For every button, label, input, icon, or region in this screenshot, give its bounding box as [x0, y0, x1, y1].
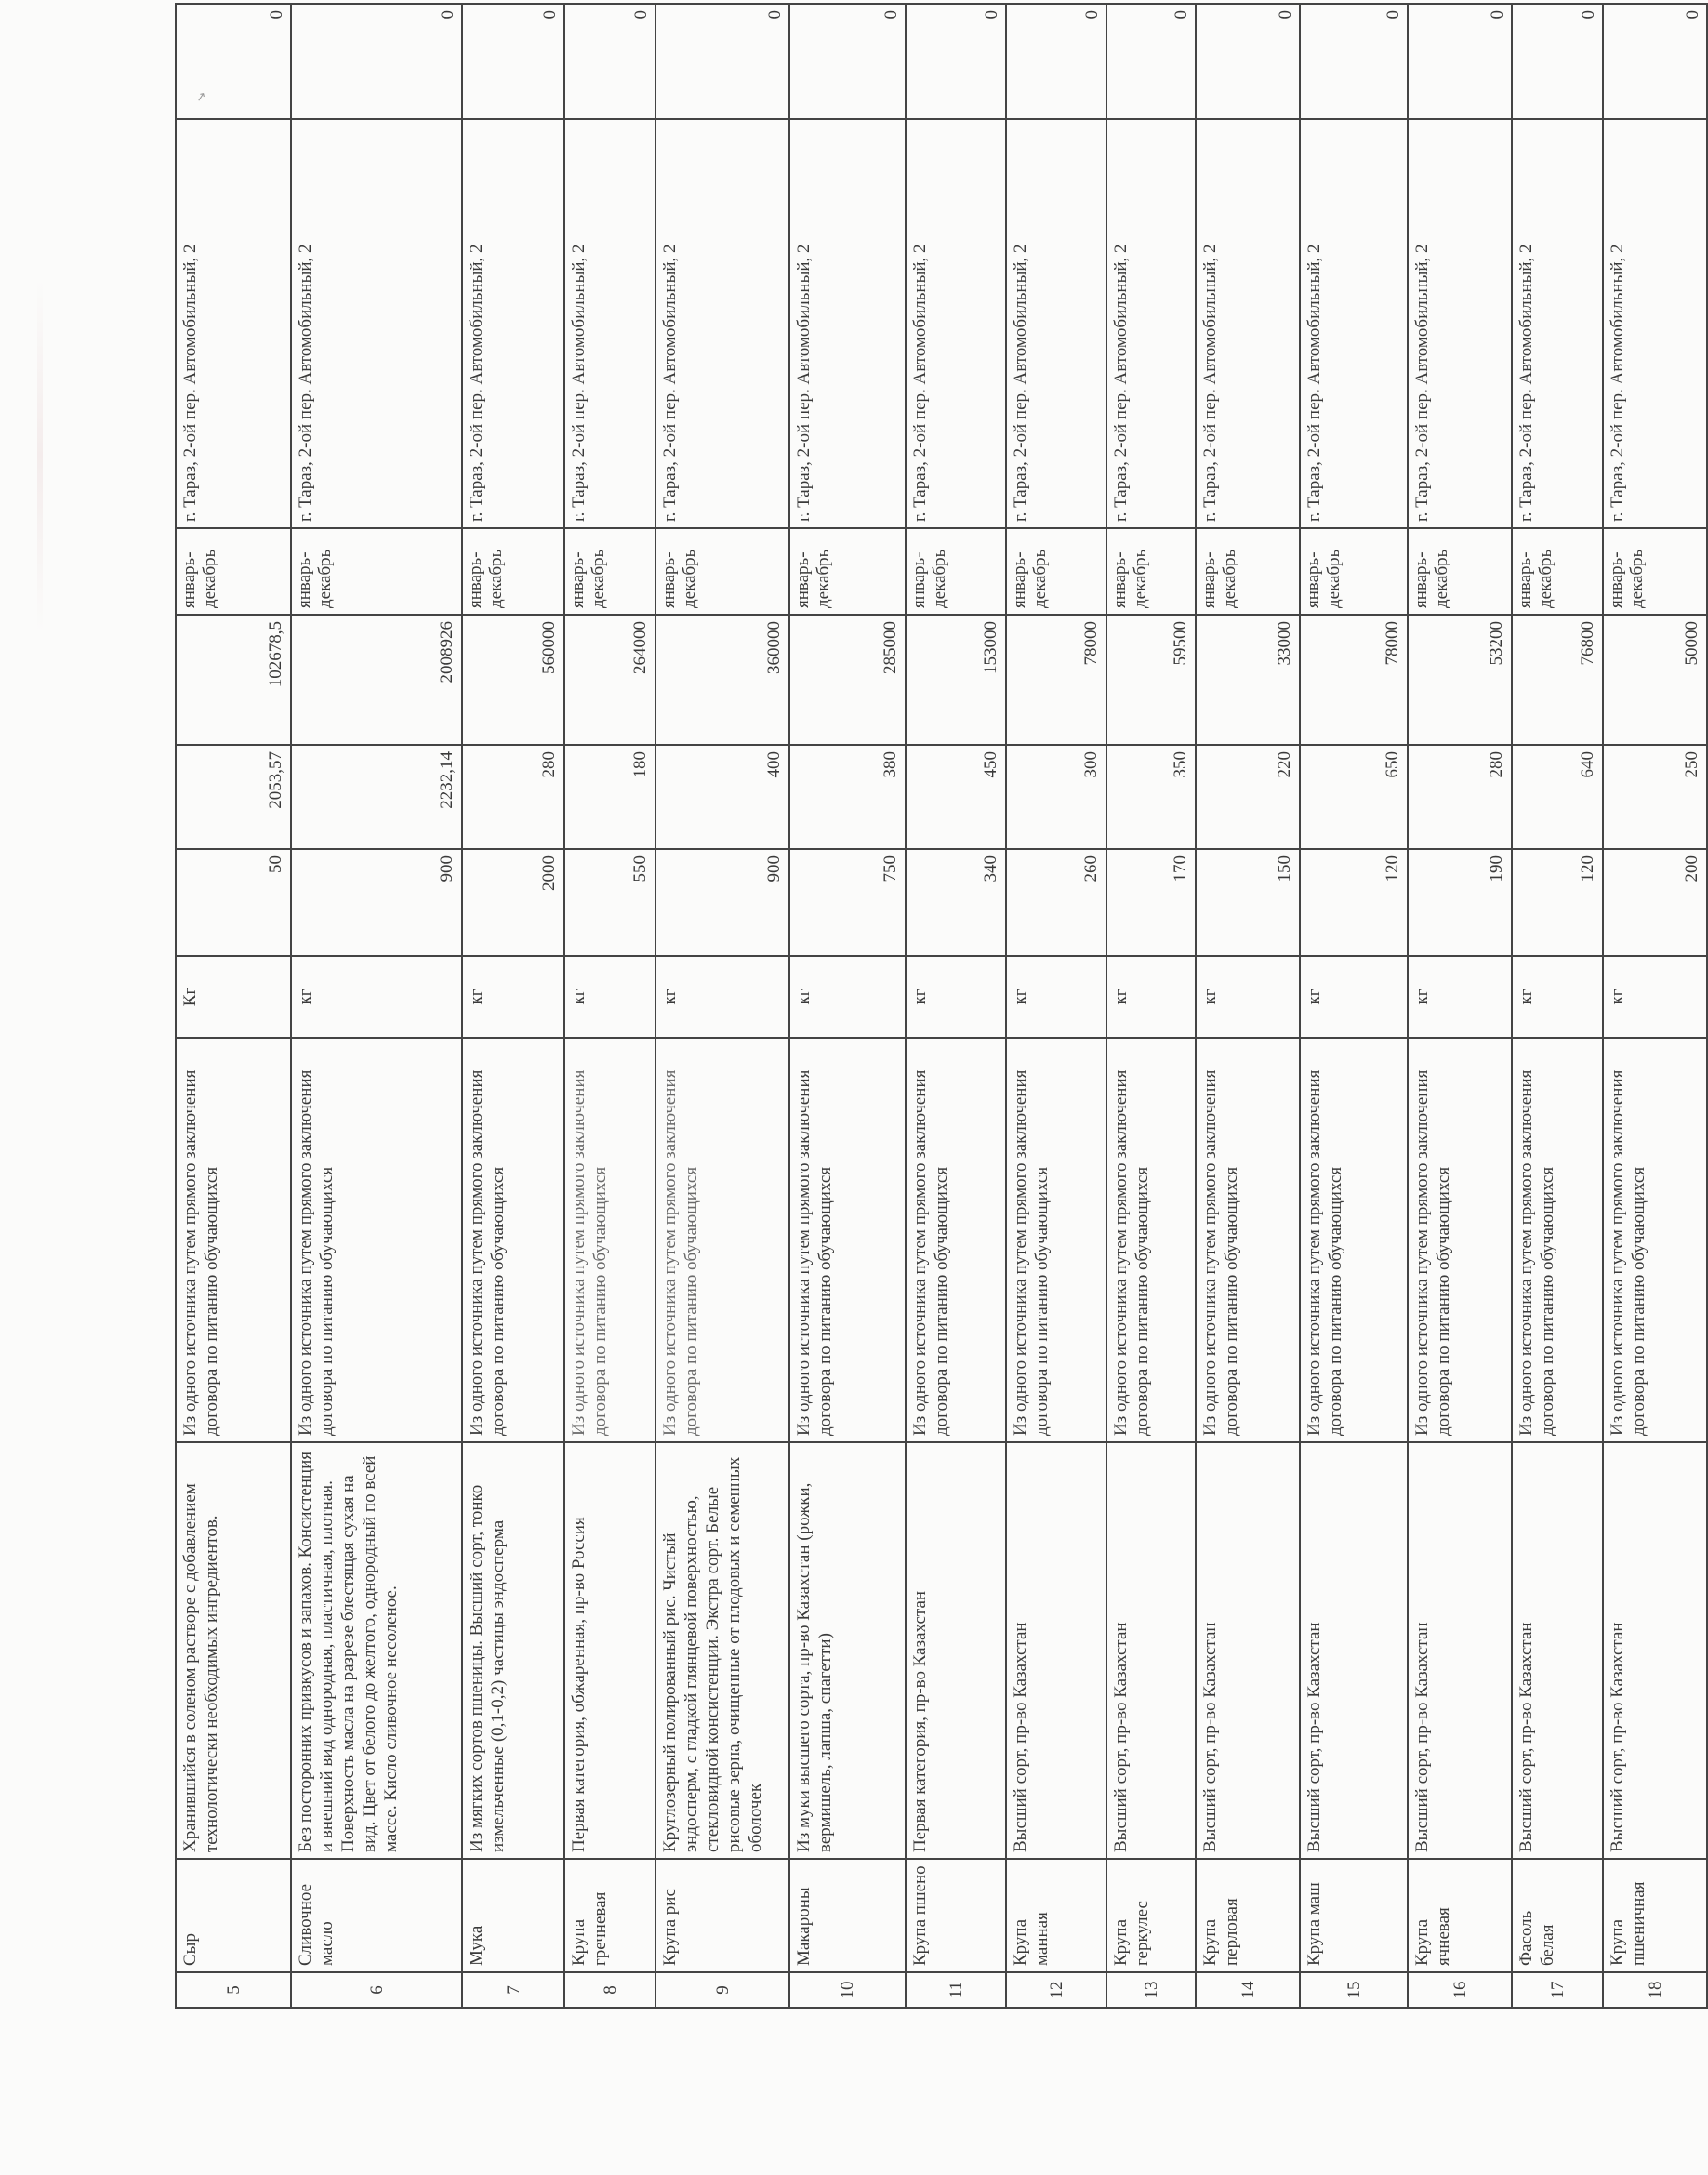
- row-number: 16: [1408, 1972, 1512, 2008]
- unit-price: 2232,14: [291, 745, 462, 849]
- advance-payment: 0: [564, 4, 655, 119]
- unit-of-measure: кг: [906, 956, 1006, 1038]
- delivery-period: январь-декабрь: [789, 528, 906, 615]
- item-name: Макароны: [789, 1859, 906, 1972]
- procurement-method: Из одного источника путем прямого заключения договора по питанию обучающихся: [564, 1038, 655, 1442]
- item-description: Высший сорт, пр-во Казахстан: [1106, 1442, 1196, 1859]
- unit-of-measure: кг: [291, 956, 462, 1038]
- procurement-method: Из одного источника путем прямого заключения договора по питанию обучающихся: [906, 1038, 1006, 1442]
- quantity: 120: [1512, 849, 1603, 956]
- total-amount: 2008926: [291, 615, 462, 745]
- delivery-place: г. Тараз, 2-ой пер. Автомобильный, 2: [176, 119, 291, 528]
- item-description: Высший сорт, пр-во Казахстан: [1512, 1442, 1603, 1859]
- item-description: Хранившийся в соленом растворе с добавлением технологически необходимых ингредиентов.: [176, 1442, 291, 1859]
- item-name: Крупа ячневая: [1408, 1859, 1512, 1972]
- unit-price: 380: [789, 745, 906, 849]
- item-description: Первая категория, пр-во Казахстан: [906, 1442, 1006, 1859]
- item-description: Из муки высшего сорта, пр-во Казахстан (рожки, вермишель, лапша, спагетти): [789, 1442, 906, 1859]
- item-name: Крупа маш: [1300, 1859, 1408, 1972]
- delivery-period: январь-декабрь: [564, 528, 655, 615]
- unit-price: 180: [564, 745, 655, 849]
- quantity: 340: [906, 849, 1006, 956]
- table-row: [789, 4, 906, 2008]
- unit-of-measure: кг: [1408, 956, 1512, 1038]
- delivery-place: г. Тараз, 2-ой пер. Автомобильный, 2: [789, 119, 906, 528]
- total-amount: 285000: [789, 615, 906, 745]
- procurement-method: Из одного источника путем прямого заключения договора по питанию обучающихся: [1006, 1038, 1106, 1442]
- delivery-place: г. Тараз, 2-ой пер. Автомобильный, 2: [1603, 119, 1707, 528]
- unit-price: 280: [1408, 745, 1512, 849]
- delivery-place: г. Тараз, 2-ой пер. Автомобильный, 2: [1106, 119, 1196, 528]
- item-name: Крупа гречневая: [564, 1859, 655, 1972]
- item-name: Крупа манная: [1006, 1859, 1106, 1972]
- table-row: [1300, 4, 1408, 2008]
- total-amount: 53200: [1408, 615, 1512, 745]
- unit-of-measure: кг: [1196, 956, 1300, 1038]
- row-number: 7: [462, 1972, 564, 2008]
- procurement-method: Из одного источника путем прямого заключения договора по питанию обучающихся: [462, 1038, 564, 1442]
- delivery-period: январь-декабрь: [1196, 528, 1300, 615]
- item-name: Сыр: [176, 1859, 291, 1972]
- advance-payment: 0: [655, 4, 789, 119]
- advance-payment: 0: [1006, 4, 1106, 119]
- unit-of-measure: кг: [1603, 956, 1707, 1038]
- unit-price: 300: [1006, 745, 1106, 849]
- advance-payment: 0: [1408, 4, 1512, 119]
- quantity: 2000: [462, 849, 564, 956]
- row-number: 6: [291, 1972, 462, 2008]
- row-number: 13: [1106, 1972, 1196, 2008]
- unit-of-measure: Кг: [176, 956, 291, 1038]
- table-row: [1196, 4, 1300, 2008]
- table-body: [176, 4, 1707, 2008]
- table-row: [655, 4, 789, 2008]
- unit-of-measure: кг: [1006, 956, 1106, 1038]
- quantity: 550: [564, 849, 655, 956]
- advance-payment: 0: [1300, 4, 1408, 119]
- delivery-place: г. Тараз, 2-ой пер. Автомобильный, 2: [462, 119, 564, 528]
- delivery-period: январь-декабрь: [1603, 528, 1707, 615]
- procurement-method: Из одного источника путем прямого заключения договора по питанию обучающихся: [1603, 1038, 1707, 1442]
- delivery-place: г. Тараз, 2-ой пер. Автомобильный, 2: [1300, 119, 1408, 528]
- total-amount: 78000: [1300, 615, 1408, 745]
- procurement-table: [175, 3, 1708, 2009]
- table-row: [291, 4, 462, 2008]
- delivery-place: г. Тараз, 2-ой пер. Автомобильный, 2: [1512, 119, 1603, 528]
- advance-payment: 0: [1603, 4, 1707, 119]
- table-row: [1603, 4, 1707, 2008]
- quantity: 900: [655, 849, 789, 956]
- item-name: Крупа пшено: [906, 1859, 1006, 1972]
- item-description: Высший сорт, пр-во Казахстан: [1196, 1442, 1300, 1859]
- unit-price: 220: [1196, 745, 1300, 849]
- item-description: Без посторонних привкусов и запахов. Консистенция и внешний вид однородная, пластичная, плотная. Поверхность масла на разрезе блестящая сухая на вид. Цвет от белого до желтого, однородный по всей массе. Кисло сливочное несоленое.: [291, 1442, 462, 1859]
- unit-price: 2053,57: [176, 745, 291, 849]
- quantity: 260: [1006, 849, 1106, 956]
- delivery-place: г. Тараз, 2-ой пер. Автомобильный, 2: [1408, 119, 1512, 528]
- delivery-period: январь-декабрь: [1408, 528, 1512, 615]
- item-name: Крупа пшеничная: [1603, 1859, 1707, 1972]
- total-amount: 560000: [462, 615, 564, 745]
- row-number: 15: [1300, 1972, 1408, 2008]
- procurement-method: Из одного источника путем прямого заключения договора по питанию обучающихся: [176, 1038, 291, 1442]
- table-row: [1408, 4, 1512, 2008]
- delivery-place: г. Тараз, 2-ой пер. Автомобильный, 2: [1006, 119, 1106, 528]
- row-number: 17: [1512, 1972, 1603, 2008]
- rotated-procurement-table: [175, 5, 1702, 2009]
- unit-price: 650: [1300, 745, 1408, 849]
- advance-payment: 0: [291, 4, 462, 119]
- unit-price: 280: [462, 745, 564, 849]
- unit-of-measure: кг: [1106, 956, 1196, 1038]
- advance-payment: 0: [789, 4, 906, 119]
- item-description: Круглозерный полированный рис. Чистый эндосперм, с гладкой глянцевой поверхностью, стекловидной консистенции. Экстра сорт. Белые рисовые зерна, очищенные от плодовых и семенных оболочек: [655, 1442, 789, 1859]
- quantity: 200: [1603, 849, 1707, 956]
- delivery-period: январь-декабрь: [291, 528, 462, 615]
- procurement-method: Из одного источника путем прямого заключения договора по питанию обучающихся: [1106, 1038, 1196, 1442]
- total-amount: 102678,5: [176, 615, 291, 745]
- row-number: 8: [564, 1972, 655, 2008]
- delivery-place: г. Тараз, 2-ой пер. Автомобильный, 2: [906, 119, 1006, 528]
- delivery-period: январь-декабрь: [1512, 528, 1603, 615]
- procurement-method: Из одного источника путем прямого заключения договора по питанию обучающихся: [655, 1038, 789, 1442]
- row-number: 18: [1603, 1972, 1707, 2008]
- item-description: Первая категория, обжаренная, пр-во Россия: [564, 1442, 655, 1859]
- item-description: Высший сорт, пр-во Казахстан: [1408, 1442, 1512, 1859]
- delivery-period: январь-декабрь: [1300, 528, 1408, 615]
- unit-of-measure: кг: [789, 956, 906, 1038]
- table-row: [1512, 4, 1603, 2008]
- unit-price: 350: [1106, 745, 1196, 849]
- total-amount: 264000: [564, 615, 655, 745]
- row-number: 10: [789, 1972, 906, 2008]
- total-amount: 59500: [1106, 615, 1196, 745]
- delivery-place: г. Тараз, 2-ой пер. Автомобильный, 2: [291, 119, 462, 528]
- quantity: 50: [176, 849, 291, 956]
- delivery-place: г. Тараз, 2-ой пер. Автомобильный, 2: [655, 119, 789, 528]
- table-row: [1106, 4, 1196, 2008]
- unit-of-measure: кг: [1300, 956, 1408, 1038]
- quantity: 900: [291, 849, 462, 956]
- item-description: Высший сорт, пр-во Казахстан: [1300, 1442, 1408, 1859]
- table-row: [176, 4, 291, 2008]
- delivery-place: г. Тараз, 2-ой пер. Автомобильный, 2: [564, 119, 655, 528]
- delivery-period: январь-декабрь: [906, 528, 1006, 615]
- unit-of-measure: кг: [462, 956, 564, 1038]
- row-number: 14: [1196, 1972, 1300, 2008]
- total-amount: 76800: [1512, 615, 1603, 745]
- total-amount: 33000: [1196, 615, 1300, 745]
- total-amount: 50000: [1603, 615, 1707, 745]
- item-description: Из мягких сортов пшеницы. Высший сорт, тонко измельченные (0,1-0,2) частицы эндосперма: [462, 1442, 564, 1859]
- quantity: 170: [1106, 849, 1196, 956]
- item-name: Крупа геркулес: [1106, 1859, 1196, 1972]
- procurement-method: Из одного источника путем прямого заключения договора по питанию обучающихся: [1196, 1038, 1300, 1442]
- delivery-period: январь-декабрь: [655, 528, 789, 615]
- delivery-period: январь-декабрь: [462, 528, 564, 615]
- table-row: [1006, 4, 1106, 2008]
- quantity: 120: [1300, 849, 1408, 956]
- row-number: 11: [906, 1972, 1006, 2008]
- delivery-period: январь-декабрь: [1106, 528, 1196, 615]
- advance-payment: 0: [1512, 4, 1603, 119]
- item-description: Высший сорт, пр-во Казахстан: [1603, 1442, 1707, 1859]
- total-amount: 153000: [906, 615, 1006, 745]
- quantity: 190: [1408, 849, 1512, 956]
- delivery-place: г. Тараз, 2-ой пер. Автомобильный, 2: [1196, 119, 1300, 528]
- quantity: 150: [1196, 849, 1300, 956]
- advance-payment: 0: [1106, 4, 1196, 119]
- advance-payment: 0: [1196, 4, 1300, 119]
- unit-of-measure: кг: [564, 956, 655, 1038]
- table-row: [462, 4, 564, 2008]
- item-name: Крупа перловая: [1196, 1859, 1300, 1972]
- delivery-period: январь-декабрь: [1006, 528, 1106, 615]
- row-number: 5: [176, 1972, 291, 2008]
- table-row: [564, 4, 655, 2008]
- unit-price: 640: [1512, 745, 1603, 849]
- item-name: Сливочное масло: [291, 1859, 462, 1972]
- unit-price: 450: [906, 745, 1006, 849]
- unit-of-measure: кг: [655, 956, 789, 1038]
- item-name: Фасоль белая: [1512, 1859, 1603, 1972]
- procurement-method: Из одного источника путем прямого заключения договора по питанию обучающихся: [789, 1038, 906, 1442]
- advance-payment: 0: [906, 4, 1006, 119]
- procurement-method: Из одного источника путем прямого заключения договора по питанию обучающихся: [1408, 1038, 1512, 1442]
- row-number: 9: [655, 1972, 789, 2008]
- scan-mark: ↗: [194, 88, 208, 105]
- total-amount: 360000: [655, 615, 789, 745]
- table-row: [906, 4, 1006, 2008]
- unit-price: 250: [1603, 745, 1707, 849]
- advance-payment: 0: [176, 4, 291, 119]
- unit-of-measure: кг: [1512, 956, 1603, 1038]
- item-name: Крупа рис: [655, 1859, 789, 1972]
- quantity: 750: [789, 849, 906, 956]
- procurement-method: Из одного источника путем прямого заключения договора по питанию обучающихся: [1512, 1038, 1603, 1442]
- item-name: Мука: [462, 1859, 564, 1972]
- procurement-method: Из одного источника путем прямого заключения договора по питанию обучающихся: [291, 1038, 462, 1442]
- unit-price: 400: [655, 745, 789, 849]
- item-description: Высший сорт, пр-во Казахстан: [1006, 1442, 1106, 1859]
- procurement-method: Из одного источника путем прямого заключения договора по питанию обучающихся: [1300, 1038, 1408, 1442]
- row-number: 12: [1006, 1972, 1106, 2008]
- scan-smudge: [37, 279, 43, 632]
- advance-payment: 0: [462, 4, 564, 119]
- total-amount: 78000: [1006, 615, 1106, 745]
- delivery-period: январь-декабрь: [176, 528, 291, 615]
